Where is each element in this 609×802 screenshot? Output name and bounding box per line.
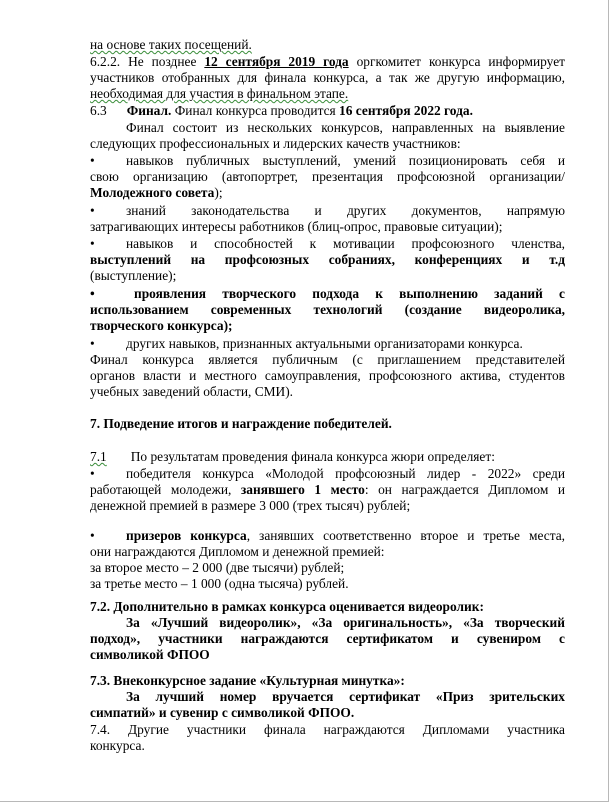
- text-line: [90, 136, 565, 152]
- text-line: [90, 647, 565, 663]
- text-line: [90, 560, 565, 576]
- text-fragment: Финал конкурса проводится: [171, 103, 340, 118]
- bullet-icon: •: [90, 236, 95, 251]
- list-item: [126, 236, 565, 252]
- text-line: [126, 615, 565, 631]
- text-fragment: оргкомитет конкурса информирует: [348, 54, 565, 69]
- text-line: [90, 103, 565, 119]
- text-fragment: конкурса.: [90, 738, 145, 753]
- deadline-date: 12 сентября 2019 года: [204, 54, 349, 69]
- text-line: [90, 86, 565, 102]
- text-line: [90, 576, 565, 592]
- text-fragment: необходимая для участия в финальном этапе.: [90, 86, 349, 101]
- text-fragment: , занявших соответственно второе и третье места,: [246, 528, 565, 543]
- list-item: [126, 153, 565, 169]
- text-fragment: симпатий» и сувенир с символикой ФПОО.: [90, 705, 355, 720]
- text-line: [90, 705, 565, 721]
- text-fragment: символикой ФПОО: [90, 647, 210, 662]
- text-fragment: органов власти и местного самоуправления, профсоюзного актива, студентов: [90, 368, 565, 383]
- list-item: [126, 203, 565, 219]
- text-line: [90, 54, 565, 70]
- text-line: [90, 368, 565, 384]
- text-fragment: Молодежного совета: [90, 185, 215, 200]
- text-line: [90, 318, 565, 334]
- text-fragment: 7.3. Внеконкурсное задание «Культурная минутка»:: [90, 673, 405, 688]
- list-item: [126, 336, 565, 352]
- text-line: [90, 169, 565, 185]
- text-fragment: За лучший номер вручается сертификат «Приз зрительских: [126, 689, 565, 704]
- bullet-icon: •: [90, 286, 95, 301]
- text-fragment: За «Лучший видеоролик», «За оригинальность», «За творческий: [126, 615, 565, 630]
- text-fragment: учебных заведений области, СМИ).: [90, 384, 294, 399]
- text-fragment: денежной премией в размере 3 000 (трех тысяч) рублей;: [90, 498, 411, 513]
- text-fragment: навыков и способностей к мотивации профсоюзного членства,: [126, 236, 565, 251]
- final-date: 16 сентября 2022 года.: [339, 103, 473, 118]
- bullet-icon: •: [90, 528, 95, 543]
- text-fragment: знаний законодательства и других документов, напрямую: [126, 203, 565, 218]
- bullet-icon: •: [90, 203, 95, 218]
- text-fragment: : он награждается Дипломом и: [364, 482, 565, 497]
- bullet-icon: •: [90, 466, 95, 481]
- text-line: [90, 449, 565, 465]
- text-fragment: работающей молодежи,: [90, 482, 241, 497]
- section-label: Финал.: [126, 103, 172, 118]
- text-fragment: творческого конкурса);: [90, 318, 233, 333]
- text-line: [90, 384, 565, 400]
- text-line-content: на основе таких посещений.: [90, 37, 252, 52]
- text-line: [90, 498, 565, 514]
- text-fragment: следующих профессиональных и лидерских качеств участников:: [90, 136, 461, 151]
- text-fragment: (выступление);: [90, 268, 177, 283]
- text-line: [90, 482, 565, 498]
- text-fragment: победителя конкурса «Молодой профсоюзный лидер - 2022» среди: [126, 466, 565, 481]
- text-fragment: проявления творческого подхода к выполнению заданий с: [134, 286, 565, 301]
- text-fragment: навыков публичных выступлений, умений позиционировать себя и: [126, 153, 565, 168]
- text-line: [126, 120, 565, 136]
- text-fragment: подход», участники награждаются сертификатом и сувениром с: [90, 631, 565, 646]
- bullet-icon: •: [90, 336, 95, 351]
- text-line: [90, 722, 565, 738]
- section-heading: [90, 416, 565, 432]
- text-fragment: использованием современных технологий (создание видеоролика,: [90, 302, 565, 317]
- text-fragment: 7.2. Дополнительно в рамках конкурса оценивается видеоролик:: [90, 599, 484, 614]
- text-fragment: других навыков, признанных актуальными организаторами конкурса.: [126, 336, 523, 351]
- first-place-label: занявшего 1 место: [240, 482, 365, 497]
- text-line: [90, 352, 565, 368]
- bullet-icon: •: [90, 153, 95, 168]
- text-fragment: они награждаются Дипломом и денежной премией:: [90, 544, 385, 559]
- text-line: [90, 185, 565, 201]
- clause-number: 7.1: [90, 449, 107, 464]
- list-item: [126, 466, 565, 482]
- clause-number: 6.3: [90, 103, 107, 118]
- text-line: [90, 673, 565, 689]
- prize-winners-label: призеров конкурса: [126, 528, 247, 543]
- list-item: [134, 286, 565, 302]
- text-fragment: Финал состоит из нескольких конкурсов, направленных на выявление: [126, 120, 565, 135]
- text-line: [90, 219, 565, 235]
- text-fragment: выступлений на профсоюзных собраниях, конференциях и т.д: [90, 252, 565, 267]
- text-line: [90, 268, 565, 284]
- list-item: [126, 528, 565, 544]
- text-fragment: По результатам проведения финала конкурса жюри определяет:: [130, 449, 495, 464]
- text-line: [90, 631, 565, 647]
- text-fragment: за третье место – 1 000 (одна тысяча) рублей.: [90, 576, 349, 591]
- text-fragment: Финал конкурса является публичным (с приглашением представителей: [90, 352, 565, 367]
- text-fragment: );: [214, 185, 223, 200]
- text-line: [90, 37, 565, 53]
- text-fragment: затрагивающих интересы работников (блиц-опрос, правовые ситуации);: [90, 219, 503, 234]
- clause-number: 6.2.2. Не позднее: [90, 54, 205, 69]
- text-line: [90, 252, 565, 268]
- text-line: [90, 544, 565, 560]
- heading-text: 7. Подведение итогов и награждение победителей.: [90, 416, 392, 431]
- text-line: [90, 302, 565, 318]
- text-fragment: свою организацию (автопортрет, презентация профсоюзной организации/: [90, 169, 565, 184]
- text-fragment: 7.4. Другие участники финала награждаются Дипломами участника: [90, 722, 565, 737]
- text-line: [90, 738, 565, 754]
- text-fragment: участников отобранных для финала конкурса, а так же другую информацию,: [90, 70, 565, 85]
- text-line: [90, 70, 565, 86]
- text-line: [126, 689, 565, 705]
- text-line: [90, 599, 565, 615]
- text-fragment: за второе место – 2 000 (две тысячи) рублей;: [90, 560, 345, 575]
